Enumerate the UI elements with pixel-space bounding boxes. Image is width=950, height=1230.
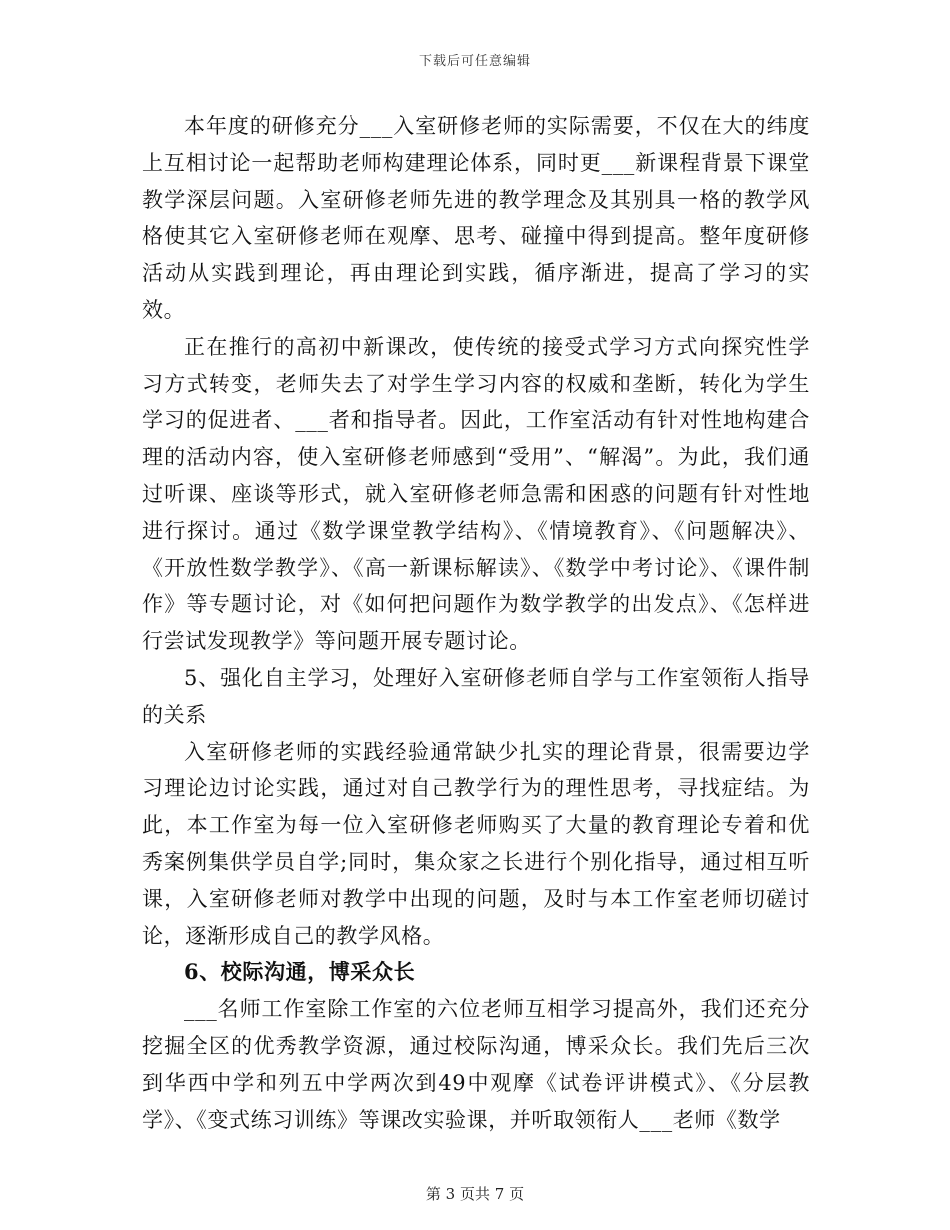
section-heading-self-study: 5、强化自主学习，处理好入室研修老师自学与工作室领衔人指导的关系 — [142, 665, 810, 727]
page-number: 第 3 页共 7 页 — [425, 1185, 525, 1203]
paragraph-curriculum-reform: 正在推行的高初中新课改，使传统的接受式学习方式向探究性学习方式转变，老师失去了对学生学习内容的权威和垄断，转化为学生学习的促进者、___者和指导者。因此，工作室活动有针对性地构建合理的活动内容，使入室研修老师感到“受用”、“解渴”。为此，我们通过听课、座谈等形式，就入室研修老师急需和困惑的问题有针对性地进行探讨。通过《数学课堂教学结构》、《情境教育》、《问题解决》、《开放性数学教学》、《高一新课标解读》、《数学中考讨论》、《课件制作》等专题讨论，对《如何把问题作为数学教学的出发点》、《怎样进行尝试发现教学》等问题开展专题讨论。 — [142, 334, 810, 654]
paragraph-research-overview: 本年度的研修充分___入室研修老师的实际需要，不仅在大的纬度上互相讨论一起帮助老师构建理论体系，同时更___新课程背景下课堂教学深层问题。入室研修老师先进的教学理念及其别具一格的教学风格使其它入室研修老师在观摩、思考、碰撞中得到提高。整年度研修活动从实践到理论，再由理论到实践，循序渐进，提高了学习的实效。 — [142, 114, 810, 322]
paragraph-self-study: 入室研修老师的实践经验通常缺少扎实的理论背景，很需要边学习理论边讨论实践，通过对自己教学行为的理性思考，寻找症结。为此，本工作室为每一位入室研修老师购买了大量的教育理论专着和优秀案例集供学员自学;同时，集众家之长进行个别化指导，通过相互听课，入室研修老师对教学中出现的问题，及时与本工作室老师切磋讨论，逐渐形成自己的教学风格。 — [142, 739, 810, 948]
document-body — [142, 108, 810, 1138]
paragraph-inter-school: ___名师工作室除工作室的六位老师互相学习提高外，我们还充分挖掘全区的优秀教学资源，通过校际沟通，博采众长。我们先后三次到华西中学和列五中学两次到49中观摩《试卷评讲模式》、《分层教学》、《变式练习训练》等课改实验课，并听取领衔人___老师《数学 — [142, 997, 810, 1132]
section-heading-inter-school: 6、校际沟通，博采众长 — [184, 959, 416, 985]
page-header: 下载后可任意编辑 — [418, 54, 531, 69]
